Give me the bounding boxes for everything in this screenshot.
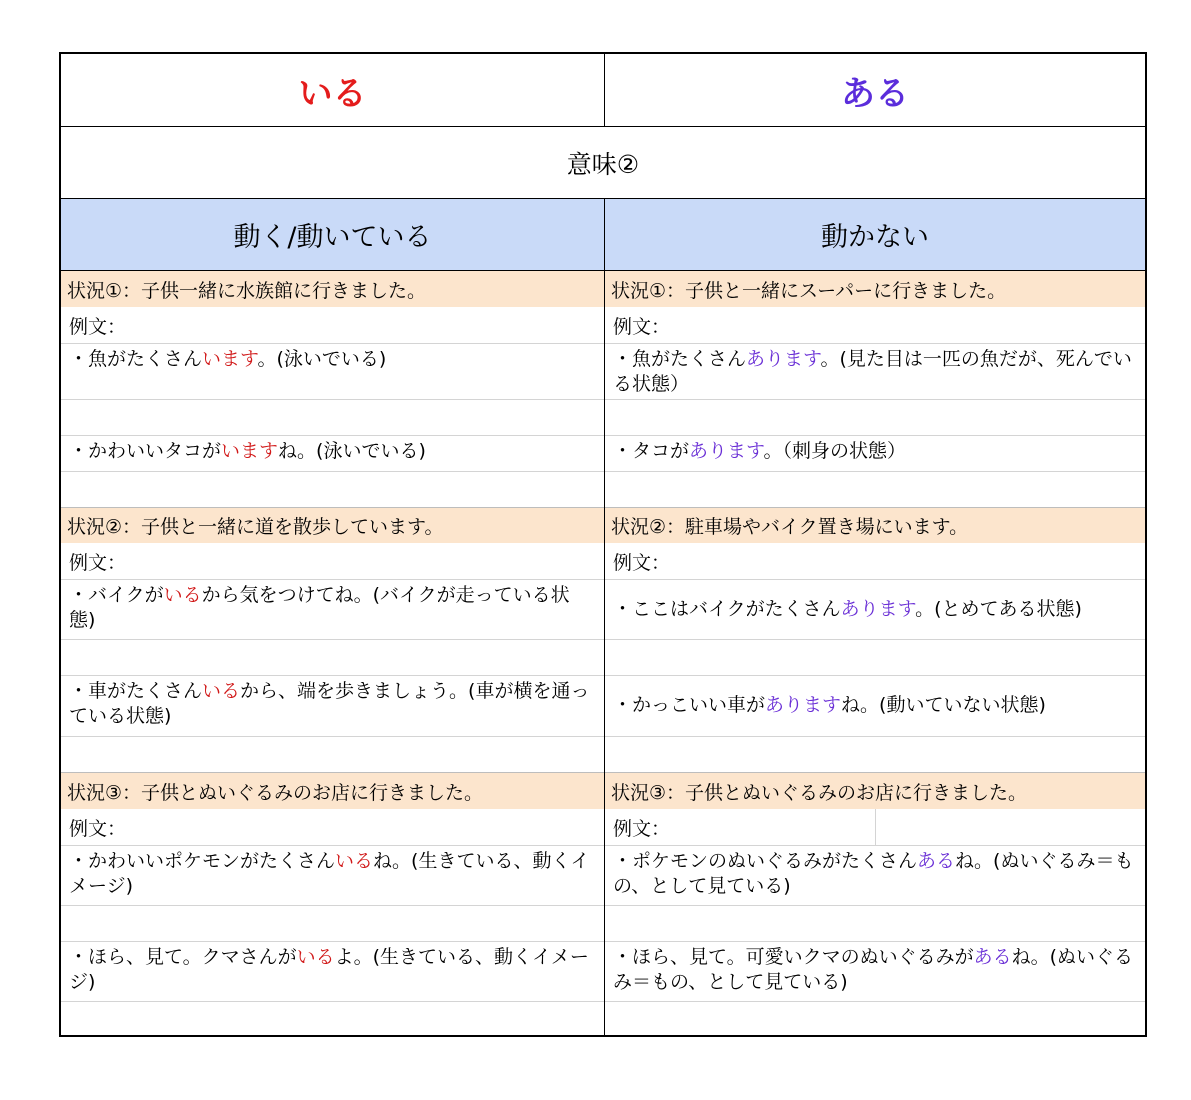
- meaning-label: 意味②: [566, 149, 640, 179]
- example-sentence-iru: ・かわいいポケモンがたくさんいるね。(生きている、動くイメージ): [69, 850, 590, 897]
- example-row-1a: [61, 343, 1145, 400]
- situation-row-2: [61, 508, 1145, 543]
- comparison-table: [59, 52, 1147, 1037]
- title-iru-cell: [61, 54, 604, 126]
- highlight-iru: いる: [163, 584, 202, 606]
- example-sentence-aru: ・ほら、見て。可愛いクマのぬいぐるみがあるね。(ぬいぐるみ＝もの、として見ている): [613, 946, 1134, 993]
- situation-1-aru: 状況①：子供と一緒にスーパーに行きました。: [605, 271, 1145, 307]
- highlight-iru: いる: [335, 850, 374, 872]
- title-aru-cell: [605, 54, 1145, 126]
- column-divider: [604, 54, 605, 1035]
- situation-3-aru: 状況③：子供とぬいぐるみのお店に行きました。: [605, 773, 1145, 809]
- example-sentence-iru: ・かわいいタコがいますね。(泳いでいる): [69, 440, 426, 462]
- title-iru: いる: [298, 73, 367, 114]
- column-header-moving-label: 動く/動いている: [233, 222, 432, 253]
- example-label: 例文：: [69, 552, 127, 574]
- example-sentence-aru: ・魚がたくさんあります。(見た目は一匹の魚だが、死んでいる状態）: [613, 348, 1132, 395]
- example-row-1b: [61, 435, 1145, 472]
- example-label-row-2: [61, 543, 1145, 580]
- title-row: [61, 54, 1145, 126]
- highlight-iru: いる: [296, 946, 335, 968]
- example-label: 例文：: [613, 818, 671, 840]
- blank-row: [61, 905, 1145, 942]
- example-label-row-1: [61, 307, 1145, 344]
- title-aru: ある: [841, 73, 909, 114]
- example-sentence-aru: ・タコがあります。（刺身の状態）: [613, 440, 907, 462]
- column-header-moving: [61, 199, 604, 270]
- highlight-iru: います: [221, 440, 279, 462]
- example-sentence-iru: ・バイクがいるから気をつけてね。(バイクが走っている状態): [69, 584, 570, 631]
- example-row-3a: [61, 845, 1145, 906]
- example-sentence-iru: ・魚がたくさんいます。(泳いでいる): [69, 348, 387, 370]
- meaning-cell: [61, 127, 1145, 198]
- situation-2-aru: 状況②：駐車場やバイク置き場にいます。: [605, 508, 1145, 543]
- situation-row-3: [61, 773, 1145, 809]
- situation-3-iru: 状況③：子供とぬいぐるみのお店に行きました。: [61, 773, 604, 809]
- example-row-2b: [61, 675, 1145, 737]
- example-sentence-aru: ・ポケモンのぬいぐるみがたくさんあるね。(ぬいぐるみ＝もの、として見ている): [613, 850, 1134, 897]
- highlight-aru: ある: [917, 850, 956, 872]
- example-row-2a: [61, 579, 1145, 640]
- meaning-row: [61, 127, 1145, 198]
- highlight-aru: あります: [840, 597, 916, 620]
- example-sentence-iru: ・車がたくさんいるから、端を歩きましょう。(車が横を通っている状態): [69, 680, 590, 727]
- example-label-row-3: [61, 809, 1145, 846]
- highlight-aru: あります: [765, 694, 842, 716]
- highlight-aru: あります: [689, 440, 764, 462]
- highlight-iru: います: [202, 348, 258, 370]
- blank-row: [61, 471, 1145, 507]
- column-header-row: [61, 199, 1145, 270]
- highlight-aru: あります: [746, 348, 821, 370]
- column-header-not-moving: [605, 199, 1145, 270]
- example-sentence-aru: ・ここはバイクがたくさんあります。(とめてある状態): [613, 597, 1082, 620]
- example-sentence-aru: ・かっこいい車がありますね。(動いていない状態): [613, 694, 1046, 716]
- blank-row: [61, 639, 1145, 676]
- highlight-aru: ある: [973, 946, 1012, 968]
- blank-row: [61, 1001, 1145, 1037]
- example-row-3b: [61, 941, 1145, 1002]
- example-label: 例文：: [69, 316, 127, 338]
- situation-row-1: [61, 271, 1145, 307]
- blank-row: [61, 399, 1145, 436]
- situation-2-iru: 状況②：子供と一緒に道を散歩しています。: [61, 508, 604, 543]
- example-label: 例文：: [613, 316, 671, 338]
- highlight-iru: いる: [202, 680, 241, 702]
- column-header-not-moving-label: 動かない: [821, 222, 929, 253]
- blank-row: [61, 736, 1145, 772]
- example-sentence-iru: ・ほら、見て。クマさんがいるよ。(生きている、動くイメージ): [69, 946, 589, 993]
- situation-1-iru: 状況①：子供一緒に水族館に行きました。: [61, 271, 604, 307]
- example-label: 例文：: [69, 818, 127, 840]
- example-label: 例文：: [613, 552, 671, 574]
